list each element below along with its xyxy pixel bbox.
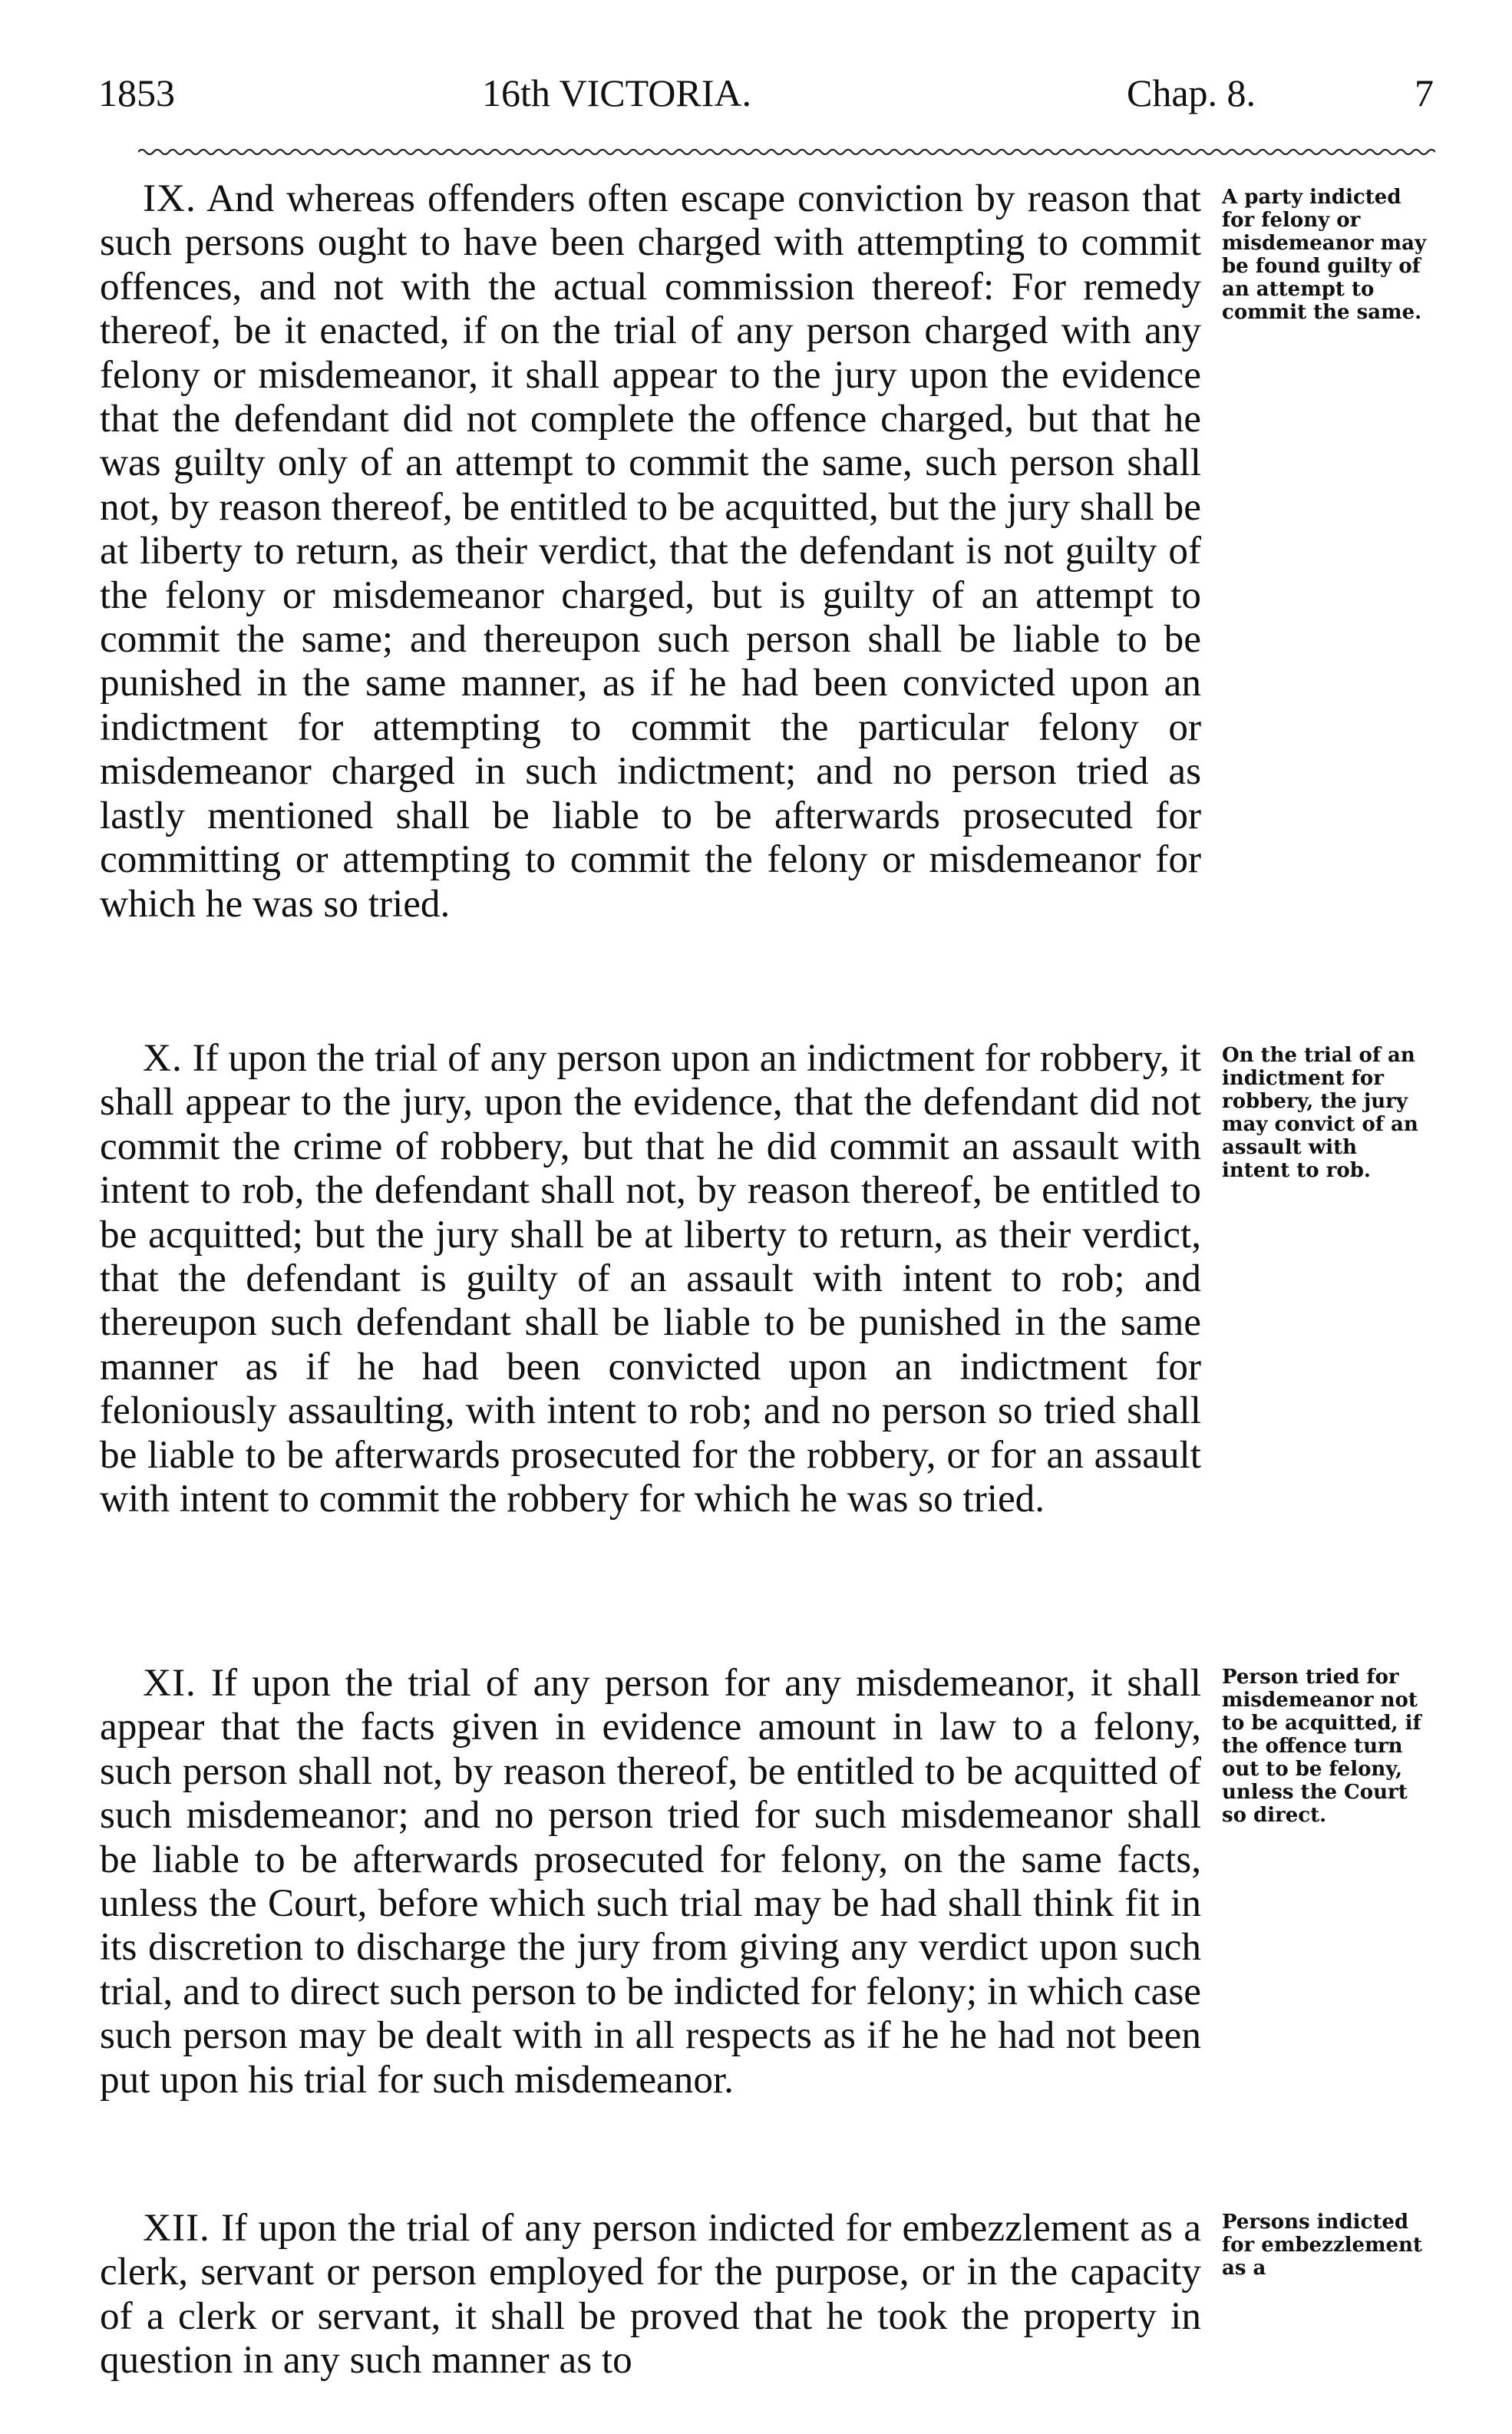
section-number: XI. xyxy=(143,1661,196,1705)
section-text: If upon the trial of any person for any misdemeanor, it shall appear that the facts given in evidence amount in law to a felony, such person shall not, by reason thereof, be entitled to be acquitted of such misdemeanor; and no person tried for such misdemeanor shall be liable to be afterwards prosecuted for felony, on the same facts, unless the Court, before which such trial may be had shall think fit in its discretion to discharge the jury from giving any verdict upon such trial, and to direct such person to be indicted for felony; in which case such person may be dealt with in all respects as if he he had not been put upon his trial for such misdemeanor. xyxy=(100,1661,1202,2102)
section-xi xyxy=(100,1661,1201,2102)
header-wavy-rule xyxy=(138,147,1435,157)
header-year: 1853 xyxy=(98,71,175,114)
header-title: 16th VICTORIA. xyxy=(482,71,751,114)
header-page-number: 7 xyxy=(1415,71,1434,114)
section-number: XII. xyxy=(143,2206,210,2250)
section-ix xyxy=(100,177,1201,926)
margin-note-xii: Persons indicted for embezzlement as a xyxy=(1222,2211,1422,2280)
margin-note-ix: A party indicted for felony or misdemeanor may be found guilty of an attempt to commit the same. xyxy=(1222,186,1427,324)
margin-note-xi: Person tried for misdemeanor not to be acquitted, if the offence turn out to be felony, unless the Court so direct. xyxy=(1222,1666,1421,1827)
section-x xyxy=(100,1036,1201,1521)
section-number: IX. xyxy=(143,177,196,220)
section-number: X. xyxy=(143,1036,183,1080)
section-text: If upon the trial of any person indicted for embezzlement as a clerk, servant or person employed for the purpose, or in the capacity of a clerk or servant, it shall be proved that he took the property in question in any such manner as to xyxy=(100,2206,1201,2383)
running-header xyxy=(98,71,1434,124)
margin-note-x: On the trial of an indictment for robbery, the jury may convict of an assault with intent to rob. xyxy=(1222,1044,1418,1182)
header-chapter: Chap. 8. xyxy=(1127,71,1256,114)
section-text: And whereas offenders often escape conviction by reason that such persons ought to have been charged with attempting to commit offences, and not with the actual commission thereof: For remedy thereof, be it enacted, if on the trial of any person charged with any felony or misdemeanor, it shall appear to the jury upon the evidence that the defendant did not complete the offence charged, but that he was guilty only of an attempt to commit the same, such person shall not, by reason thereof, be entitled to be acquitted, but the jury shall be at liberty to return, as their verdict, that the defendant is not guilty of the felony or misdemeanor charged, but is guilty of an attempt to commit the same; and thereupon such person shall be liable to be punished in the same manner, as if he had been convicted upon an indictment for attempting to commit the particular felony or misdemeanor charged in such indictment; and no person tried as lastly mentioned shall be liable to be afterwards prosecuted for committing or attempting to commit the felony or misdemeanor for which he was so tried. xyxy=(100,177,1201,926)
section-text: If upon the trial of any person upon an indictment for robbery, it shall appear to the jury, upon the evidence, that the defendant did not commit the crime of robbery, but that he did commit an assault with intent to rob, the defendant shall not, by reason thereof, be entitled to be acquitted; but the jury shall be at liberty to return, as their verdict, that the defendant is guilty of an assault with intent to rob; and thereupon such defendant shall be liable to be punished in the same manner as if he had been convicted upon an indictment for feloniously assaulting, with intent to rob; and no person so tried shall be liable to be afterwards prosecuted for the robbery, or for an assault with intent to commit the robbery for which he was so tried. xyxy=(100,1036,1202,1521)
section-xii xyxy=(100,2206,1201,2383)
